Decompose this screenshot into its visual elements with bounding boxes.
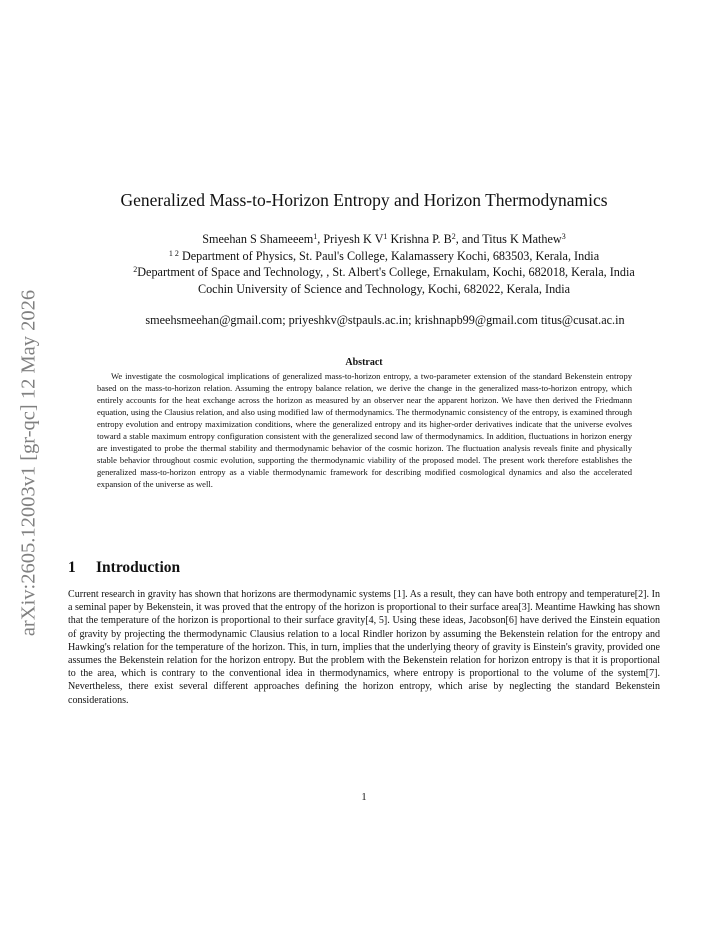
arxiv-identifier: arXiv:2605.12003v1 [gr-qc] 12 May 2026: [17, 289, 40, 637]
author-name: Smeehan S Shameeem: [202, 232, 314, 246]
affiliation-mark: 1: [313, 232, 318, 241]
author-emails: smeehsmeehan@gmail.com; priyeshkv@stpauls.ac.in; krishnapb99@gmail.com titus@cusat.ac.in: [145, 313, 625, 327]
paper-title: Generalized Mass-to-Horizon Entropy and Horizon Thermodynamics: [120, 190, 608, 210]
author-line: [0, 231, 720, 248]
affiliation-mark: 2: [133, 265, 138, 274]
author-name: , and Titus K Mathew: [455, 232, 562, 246]
abstract-heading: Abstract: [345, 357, 383, 368]
author-block: [0, 231, 720, 297]
section-number: 1: [68, 559, 76, 576]
introduction-paragraph: Current research in gravity has shown that horizons are thermodynamic systems [1]. As a result, they can have both entropy and temperature[2]. In a seminal paper by Bekenstein, it was proved that the entropy of the horizon is proportional to their surface area[3]. Meantime Hawking has shown that the temperature of the horizon is proportional to their surface gravity[4, 5]. Using these ideas, Jacobson[6] have derived the Einstein equation of gravity by projecting the thermodynamic Clausius relation to a local Rindler horizon by assuming the Bekenstein relation for the entropy and Hawking's relation for the temperature of the horizon. This, in turn, implies that the underlying theory of gravity is Einstein's gravity, provided one assumes the Bekenstein relation for the horizon entropy. But the problem with the Bekenstein relation for horizon entropy is that it is proportional to the area, which is contrary to the conventional idea in thermodynamics, where entropy is proportional to the volume of the system[7]. Nevertheless, there exist several different approaches defining the horizon entropy, which arise by neglecting the standard Bekenstein considerations.: [68, 589, 660, 706]
introduction-body: [68, 588, 660, 707]
affiliation-mark: 3: [561, 232, 566, 241]
affiliation-1: [0, 248, 720, 265]
affiliation-2: [0, 264, 720, 281]
affiliation-text: Department of Space and Technology, , St. Albert's College, Ernakulam, Kochi, 682018, Kerala, India: [137, 265, 635, 279]
affiliation-text: Department of Physics, St. Paul's College, Kalamassery Kochi, 683503, Kerala, India: [178, 248, 600, 263]
page-number: 1: [361, 792, 367, 803]
section-title: Introduction: [96, 559, 181, 576]
author-name: Krishna P. B: [387, 232, 452, 246]
affiliation-mark: 1 2: [168, 248, 179, 258]
section-heading: [68, 559, 180, 577]
affiliation-mark: 1: [383, 232, 388, 241]
abstract-body: [97, 371, 632, 491]
affiliation-mark: 2: [451, 232, 456, 241]
affiliation-3: Cochin University of Science and Technology, Kochi, 682022, Kerala, India: [197, 281, 571, 296]
author-name: , Priyesh K V: [317, 232, 384, 246]
abstract-text: We investigate the cosmological implications of generalized mass-to-horizon entropy, a two-parameter extension of the standard Bekenstein entropy based on the mass-to-horizon relation. Assuming the entropy balance relation, we derive the change in the generalized mass-to-horizon entropy, which entirely accounts for the heat exchange across the horizon as measured by an observer near the apparent horizon. We have then derived the Friedmann equation, using the Clausius relation, and also using modified law of thermodynamics. The thermodynamic consistency of the entropy, is examined through entropy evolution and entropy maximization conditions, where the generalized entropy and its higher-order derivatives indicate that the universe evolves toward a stable maximum entropy configuration consistent with the generalized second law of thermodynamics. In addition, fluctuations in horizon energy are investigated to probe the thermal stability and thermodynamic behavior of the cosmic horizon. The fluctuation analysis reveals finite and physically stable behavior throughout cosmic evolution, supporting the thermodynamic viability of the proposed model. The present work therefore establishes the generalized mass-to-horizon entropy as a viable thermodynamic framework for describing modified cosmological dynamics and also the accelerated expansion of the universe as well.: [97, 371, 632, 489]
